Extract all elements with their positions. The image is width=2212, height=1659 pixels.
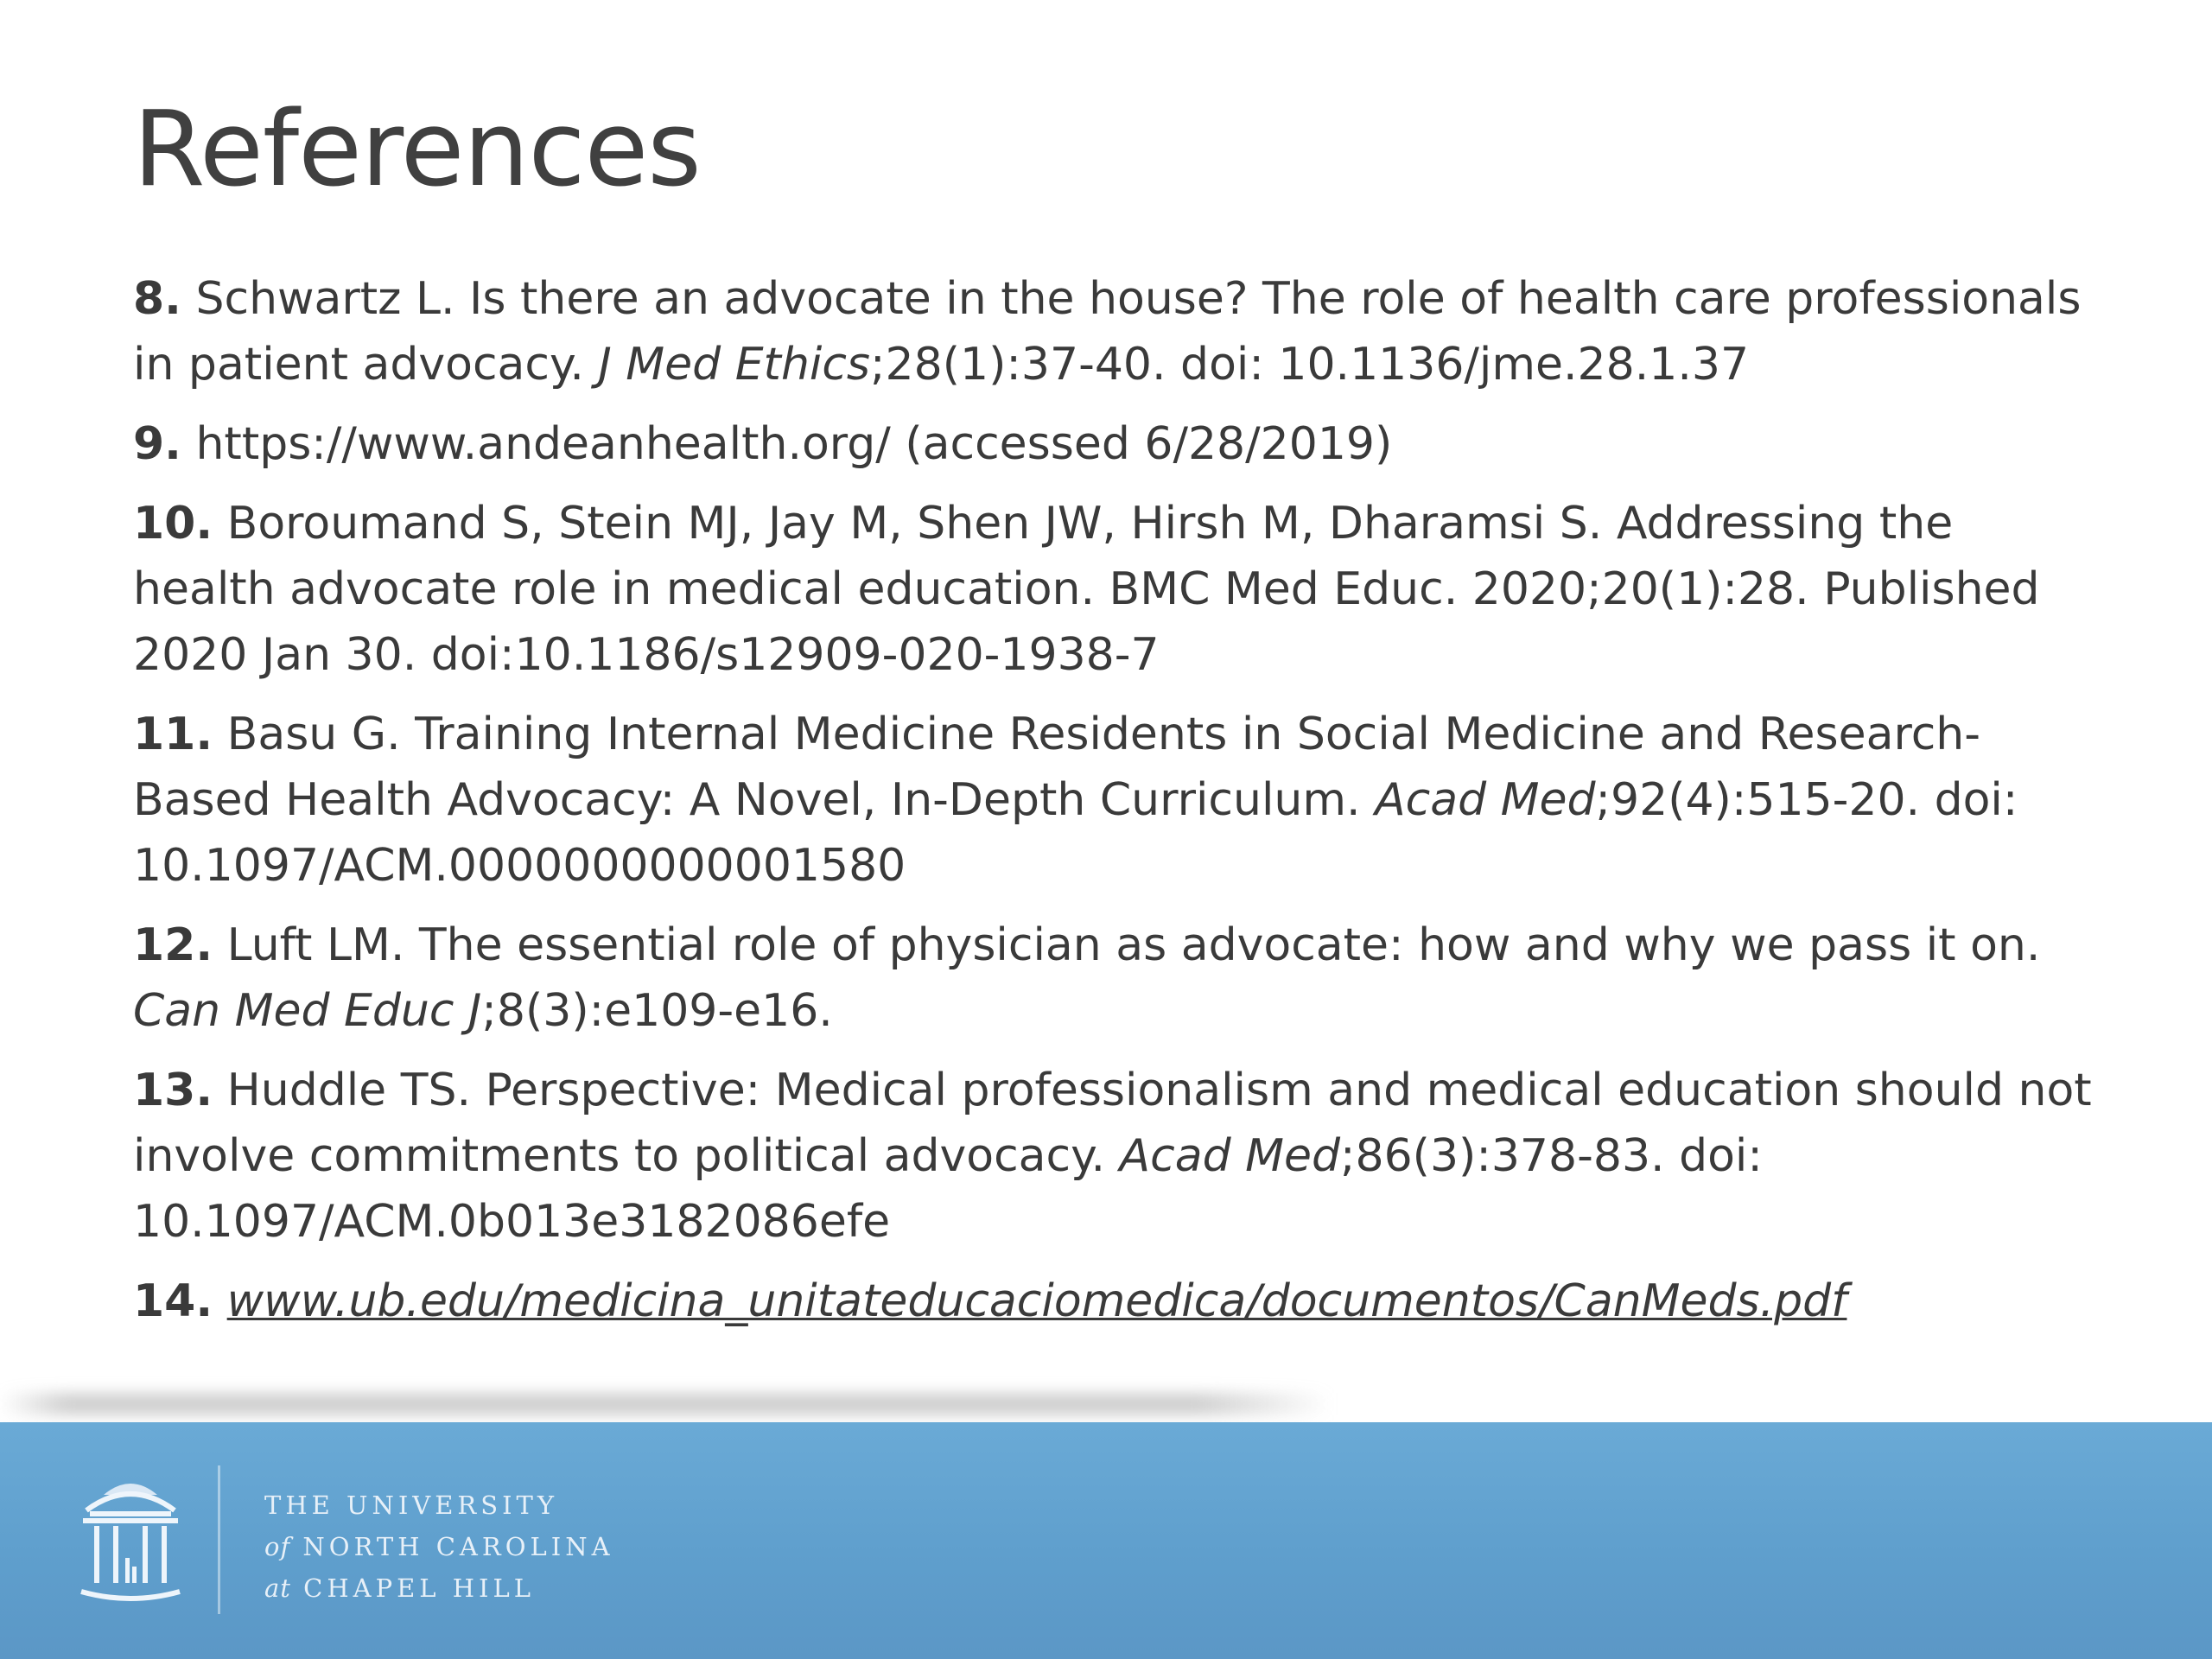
reference-text-end: ;28(1):37-40. doi: 10.1136/jme.28.1.37 [870, 339, 1750, 391]
wordmark-line-3: at CHAPEL HILL [264, 1573, 536, 1603]
reference-text: Luft LM. The essential role of physician as advocate: how and why we pass it on. [213, 919, 2041, 971]
reference-text: Basu G. Training Internal Medicine Residents in Social Medicine and Research-Based Health Advocacy: A Novel, In-Depth Curriculum. [133, 709, 1980, 826]
reference-text: https://www.andeanhealth.org/ (accessed 6/28/2019) [181, 418, 1393, 470]
reference-journal: J Med Ethics [598, 339, 871, 391]
reference-10 [133, 491, 2094, 688]
reference-13 [133, 1058, 2094, 1255]
reference-text-end: ;86(3):378-83. doi: 10.1097/ACM.0b013e3182086efe [133, 1130, 1763, 1248]
divider-shadow [0, 1393, 1331, 1415]
reference-number: 12. [133, 919, 213, 971]
reference-text: Huddle TS. Perspective: Medical professionalism and medical education should not involve commitments to political advocacy. [133, 1065, 2092, 1182]
reference-journal: Acad Med [1375, 774, 1596, 826]
reference-number: 13. [133, 1065, 213, 1116]
reference-text: Boroumand S, Stein MJ, Jay M, Shen JW, Hirsh M, Dharamsi S. Addressing the health advocate role in medical education. BMC Med Educ. 2020;20(1):28. Published 2020 Jan 30. doi:10.1186/s12909-020-1938-7 [133, 498, 2040, 681]
reference-8 [133, 266, 2094, 397]
footer-divider [218, 1465, 220, 1614]
wordmark-line-1: THE UNIVERSITY [264, 1491, 559, 1520]
reference-number: 10. [133, 498, 213, 550]
reference-number: 8. [133, 273, 181, 325]
reference-12 [133, 912, 2094, 1044]
reference-journal: Can Med Educ J [133, 985, 482, 1037]
reference-9 [133, 411, 2094, 477]
reference-11 [133, 702, 2094, 899]
wordmark-line-2: of NORTH CAROLINA [264, 1532, 614, 1561]
university-wordmark [264, 1484, 614, 1609]
reference-journal: Acad Med [1119, 1130, 1340, 1182]
reference-text-end: ;92(4):515-20. doi: 10.1097/ACM.0000000000001580 [133, 774, 2018, 892]
old-well-icon [78, 1476, 183, 1607]
reference-14 [133, 1268, 2094, 1334]
footer-banner [0, 1422, 2212, 1659]
reference-text-end: ;8(3):e109-e16. [481, 985, 833, 1037]
reference-number: 11. [133, 709, 213, 760]
reference-number: 9. [133, 418, 181, 470]
slide-title: References [133, 90, 701, 210]
reference-list [133, 266, 2094, 1348]
reference-text: Schwartz L. Is there an advocate in the house? The role of health care professionals in patient advocacy. [133, 273, 2082, 391]
reference-number: 14. [133, 1275, 213, 1327]
reference-link[interactable]: www.ub.edu/medicina_unitateducaciomedica/documentos/CanMeds.pdf [226, 1275, 1847, 1327]
